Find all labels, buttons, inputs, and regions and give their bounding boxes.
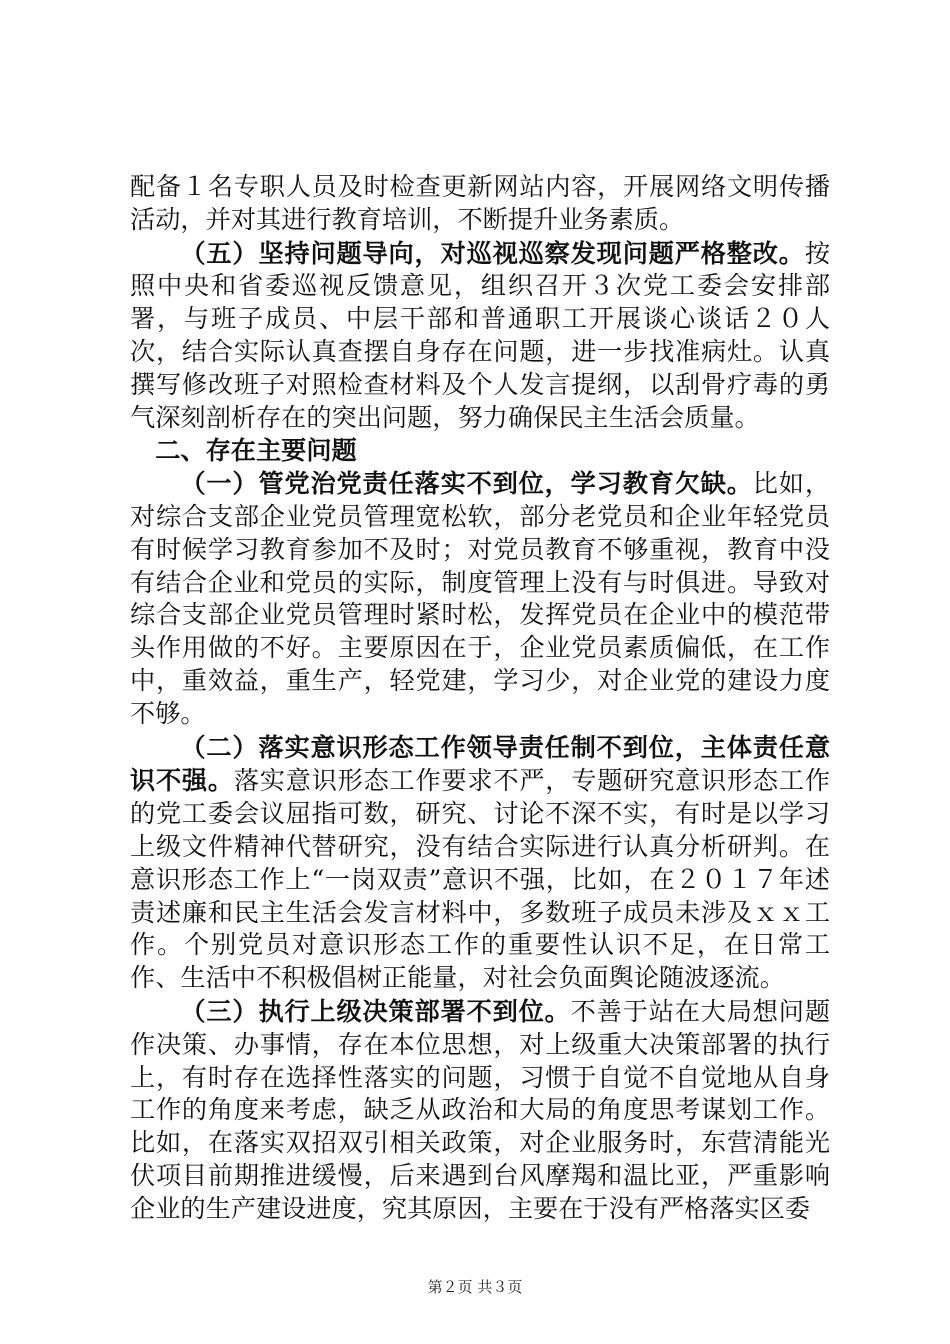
paragraph-lead: （三）执行上级决策部署不到位。 xyxy=(180,995,571,1026)
paragraph-item-three xyxy=(130,995,830,1226)
section-heading: 二、存在主要问题 xyxy=(155,435,357,466)
paragraph-item-one xyxy=(130,467,830,730)
paragraph-text: 不善于站在大局想问题作决策、办事情，存在本位思想，对上级重大决策部署的执行上，有时存在选择性落实的问题，习惯于自觉不自觉地从自身工作的角度来考虑，缺乏从政治和大局的角度思考谋划工作。比如，在落实双招双引相关政策，对企业服务时，东营清能光伏项目前期推进缓慢，后来遇到台风摩羯和温比亚，严重影响企业的生产建设进度，究其原因，主要在于没有严格落实区委 xyxy=(130,996,831,1223)
paragraph-lead: （一）管党治党责任落实不到位，学习教育欠缺。 xyxy=(180,468,753,499)
paragraph-text: 比如，对综合支部企业党员管理宽松软，部分老党员和企业年轻党员有时候学习教育参加不及时；对党员教育不够重视，教育中没有结合企业和党员的实际，制度管理上没有与时俱进。导致对综合支部企业党员管理时紧时松，发挥党员在企业中的模范带头作用做的不好。主要原因在于，企业党员素质偏低，在工作中，重效益，重生产，轻党建，学习少，对企业党的建设力度不够。 xyxy=(130,469,831,728)
paragraph-text: 按照中央和省委巡视反馈意见，组织召开３次党工委会安排部署，与班子成员、中层干部和普通职工开展谈心谈话２０人次，结合实际认真查摆自身存在问题，进一步找准病灶。认真撰写修改班子对照检查材料及个人发言提纲，以刮骨疗毒的勇气深刻剖析存在的突出问题，努力确保民主生活会质量。 xyxy=(130,238,830,432)
page-footer xyxy=(0,1277,950,1297)
paragraph-lead: （二）落实意识形态工作领导责任制不到位，主体责任意识不强。 xyxy=(130,731,830,796)
paragraph-text: 落实意识形态工作要求不严，专题研究意识形态工作的党工委会议屈指可数，研究、讨论不深不实，有时是以学习上级文件精神代替研究，没有结合实际进行认真分析研判。在意识形态工作上“一岗双责”意识不强，比如，在２０１７年述责述廉和民主生活会发言材料中，多数班子成员未涉及ｘｘ工作。个别党员对意识形态工作的重要性认识不足，在日常工作、生活中不积极倡树正能量，对社会负面舆论随波逐流。 xyxy=(130,766,831,993)
paragraph-text: 配备１名专职人员及时检查更新网站内容，开展网络文明传播活动，并对其进行教育培训，不断提升业务素质。 xyxy=(130,172,830,234)
paragraph-continued xyxy=(130,171,830,237)
page-number: 第２页 共３页 xyxy=(427,1278,523,1296)
paragraph-item-two xyxy=(130,731,830,995)
paragraph-item-five xyxy=(130,237,830,435)
document-body xyxy=(130,171,830,1226)
paragraph-lead: （五）坚持问题导向，对巡视巡察发现问题严格整改。 xyxy=(180,237,805,268)
